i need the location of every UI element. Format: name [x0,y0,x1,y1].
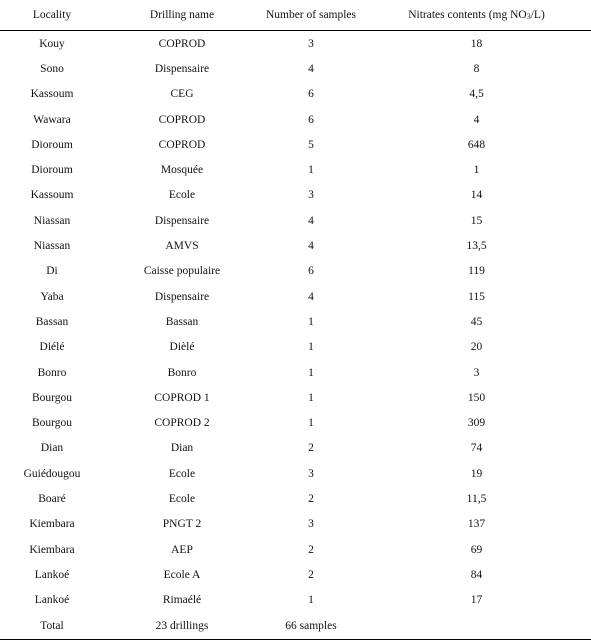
table-body [0,31,591,640]
cell-nitrates: 14 [470,189,483,202]
cell-locality: Kouy [39,37,65,50]
cell-nitrates: 309 [467,417,486,430]
cell-number-of-samples: 1 [308,417,314,430]
cell-number-of-samples: 1 [308,391,314,404]
cell-nitrates: 119 [468,265,485,278]
cell-drilling-name: Ecole [168,189,196,202]
table-row [0,486,591,511]
cell-drilling-name: COPROD 2 [154,417,210,430]
cell-locality: Kassoum [30,189,74,202]
cell-drilling-name: COPROD [158,138,206,151]
cell-nitrates: 8 [473,62,480,75]
cell-number-of-samples: 1 [308,315,314,328]
cell-nitrates: 17 [470,594,483,607]
cell-nitrates: 15 [470,214,483,227]
cell-drilling-name: Mosquée [160,164,204,177]
table-row [0,233,591,258]
cell-locality: Lankoé [34,568,70,581]
cell-locality: Bourgou [31,391,73,404]
table-row [0,335,591,360]
cell-number-of-samples: 1 [308,164,314,177]
table-row [0,512,591,537]
cell-number-of-samples: 3 [308,518,314,531]
cell-locality: Bonro [37,366,67,379]
cell-locality: Yaba [40,290,64,303]
table-row [0,385,591,410]
cell-number-of-samples: 3 [308,37,314,50]
cell-number-of-samples: 4 [308,214,314,227]
cell-number-of-samples: 4 [308,62,314,75]
cell-drilling-name: Caisse populaire [143,265,221,278]
header-row [0,0,591,31]
table-row [0,537,591,562]
total-row [0,613,591,640]
cell-drilling-name: COPROD [158,37,206,50]
cell-number-of-samples: 2 [308,492,314,505]
table-row [0,309,591,334]
cell-number-of-samples: 5 [308,138,314,151]
cell-nitrates: 18 [470,37,483,50]
cell-locality: Diélé [39,341,65,354]
cell-locality: Di [46,265,58,278]
cell-drilling-name: Dièlé [169,341,195,354]
cell-locality: Sono [40,62,64,75]
header-locality: Locality [0,0,104,31]
header-number-of-samples: Number of samples [260,0,362,31]
cell-nitrates: 115 [468,290,485,303]
cell-drilling-name: PNGT 2 [162,518,202,531]
cell-locality: Dioroum [31,138,73,151]
cell-locality: Niassan [33,240,71,253]
cell-locality: Dioroum [31,164,73,177]
cell-number-of-samples: 2 [308,568,314,581]
cell-number-of-samples: 6 [308,113,314,126]
table-row [0,107,591,132]
cell-nitrates: 20 [470,341,483,354]
table-row [0,410,591,435]
cell-number-of-samples: 6 [308,265,314,278]
cell-nitrates: 4,5 [469,88,484,101]
cell-number-of-samples: 2 [308,442,314,455]
cell-drilling-name: AMVS [165,240,199,253]
table-row [0,436,591,461]
header-nitrates-contents [362,0,591,31]
header-nitrates-subscript: 3 [526,12,531,21]
cell-number-of-samples: 1 [308,594,314,607]
cell-nitrates: 13,5 [466,240,487,253]
cell-number-of-samples: 3 [308,189,314,202]
cell-number-of-samples: 3 [308,467,314,480]
cell-locality: Kiembara [29,543,75,556]
cell-drilling-name: Bonro [167,366,197,379]
cell-number-of-samples: 2 [308,543,314,556]
cell-drilling-name: Dispensaire [154,62,210,75]
cell-nitrates: 19 [470,467,483,480]
cell-number-of-samples: 6 [308,88,314,101]
cell-drilling-name: Bassan [165,315,199,328]
cell-drilling-name: COPROD 1 [154,391,210,404]
table-row [0,461,591,486]
cell-drilling-name: Dispensaire [154,290,210,303]
cell-drilling-name: CEG [170,88,194,101]
table-header [0,0,591,31]
table-row [0,259,591,284]
table-row [0,157,591,182]
cell-nitrates: 84 [470,568,483,581]
cell-drilling-name: AEP [171,543,193,556]
cell-nitrates: 3 [473,366,480,379]
total-cell-drilling-name: 23 drillings [104,613,260,640]
total-cell-locality: Total [0,613,104,640]
cell-locality: Kassoum [30,88,74,101]
table-row [0,284,591,309]
cell-locality: Bassan [35,315,69,328]
total-cell-nitrates [362,613,591,640]
table-row [0,183,591,208]
cell-nitrates: 11,5 [466,492,487,505]
cell-number-of-samples: 1 [308,366,314,379]
cell-nitrates: 74 [470,442,483,455]
cell-locality: Bourgou [31,417,73,430]
cell-nitrates: 69 [470,543,483,556]
cell-nitrates: 137 [467,518,486,531]
table-row [0,31,591,57]
cell-nitrates: 648 [467,138,486,151]
cell-drilling-name: Dian [170,442,194,455]
table-row [0,56,591,81]
table-row [0,588,591,613]
header-nitrates-suffix: /L) [530,9,545,21]
cell-number-of-samples: 4 [308,240,314,253]
table-row [0,208,591,233]
cell-locality: Wawara [33,113,71,126]
header-drilling-name: Drilling name [104,0,260,31]
cell-drilling-name: COPROD [158,113,206,126]
cell-locality: Boaré [38,492,66,505]
cell-locality: Guiédougou [23,467,81,480]
total-cell-number-of-samples: 66 samples [260,613,362,640]
table-row [0,82,591,107]
cell-drilling-name: Ecole A [163,568,201,581]
table-row [0,132,591,157]
cell-drilling-name: Rimaélé [162,594,202,607]
cell-locality: Niassan [33,214,71,227]
cell-drilling-name: Ecole [168,467,196,480]
table-row [0,360,591,385]
cell-nitrates: 4 [473,113,480,126]
cell-locality: Dian [40,442,64,455]
cell-nitrates: 1 [473,164,480,177]
cell-number-of-samples: 4 [308,290,314,303]
table-row [0,562,591,587]
cell-nitrates: 45 [470,315,483,328]
header-nitrates-prefix: Nitrates contents (mg NO [408,9,527,21]
cell-locality: Kiembara [29,518,75,531]
cell-nitrates: 150 [467,391,486,404]
cell-drilling-name: Ecole [168,492,196,505]
cell-number-of-samples: 1 [308,341,314,354]
cell-drilling-name: Dispensaire [154,214,210,227]
cell-locality: Lankoé [34,594,70,607]
